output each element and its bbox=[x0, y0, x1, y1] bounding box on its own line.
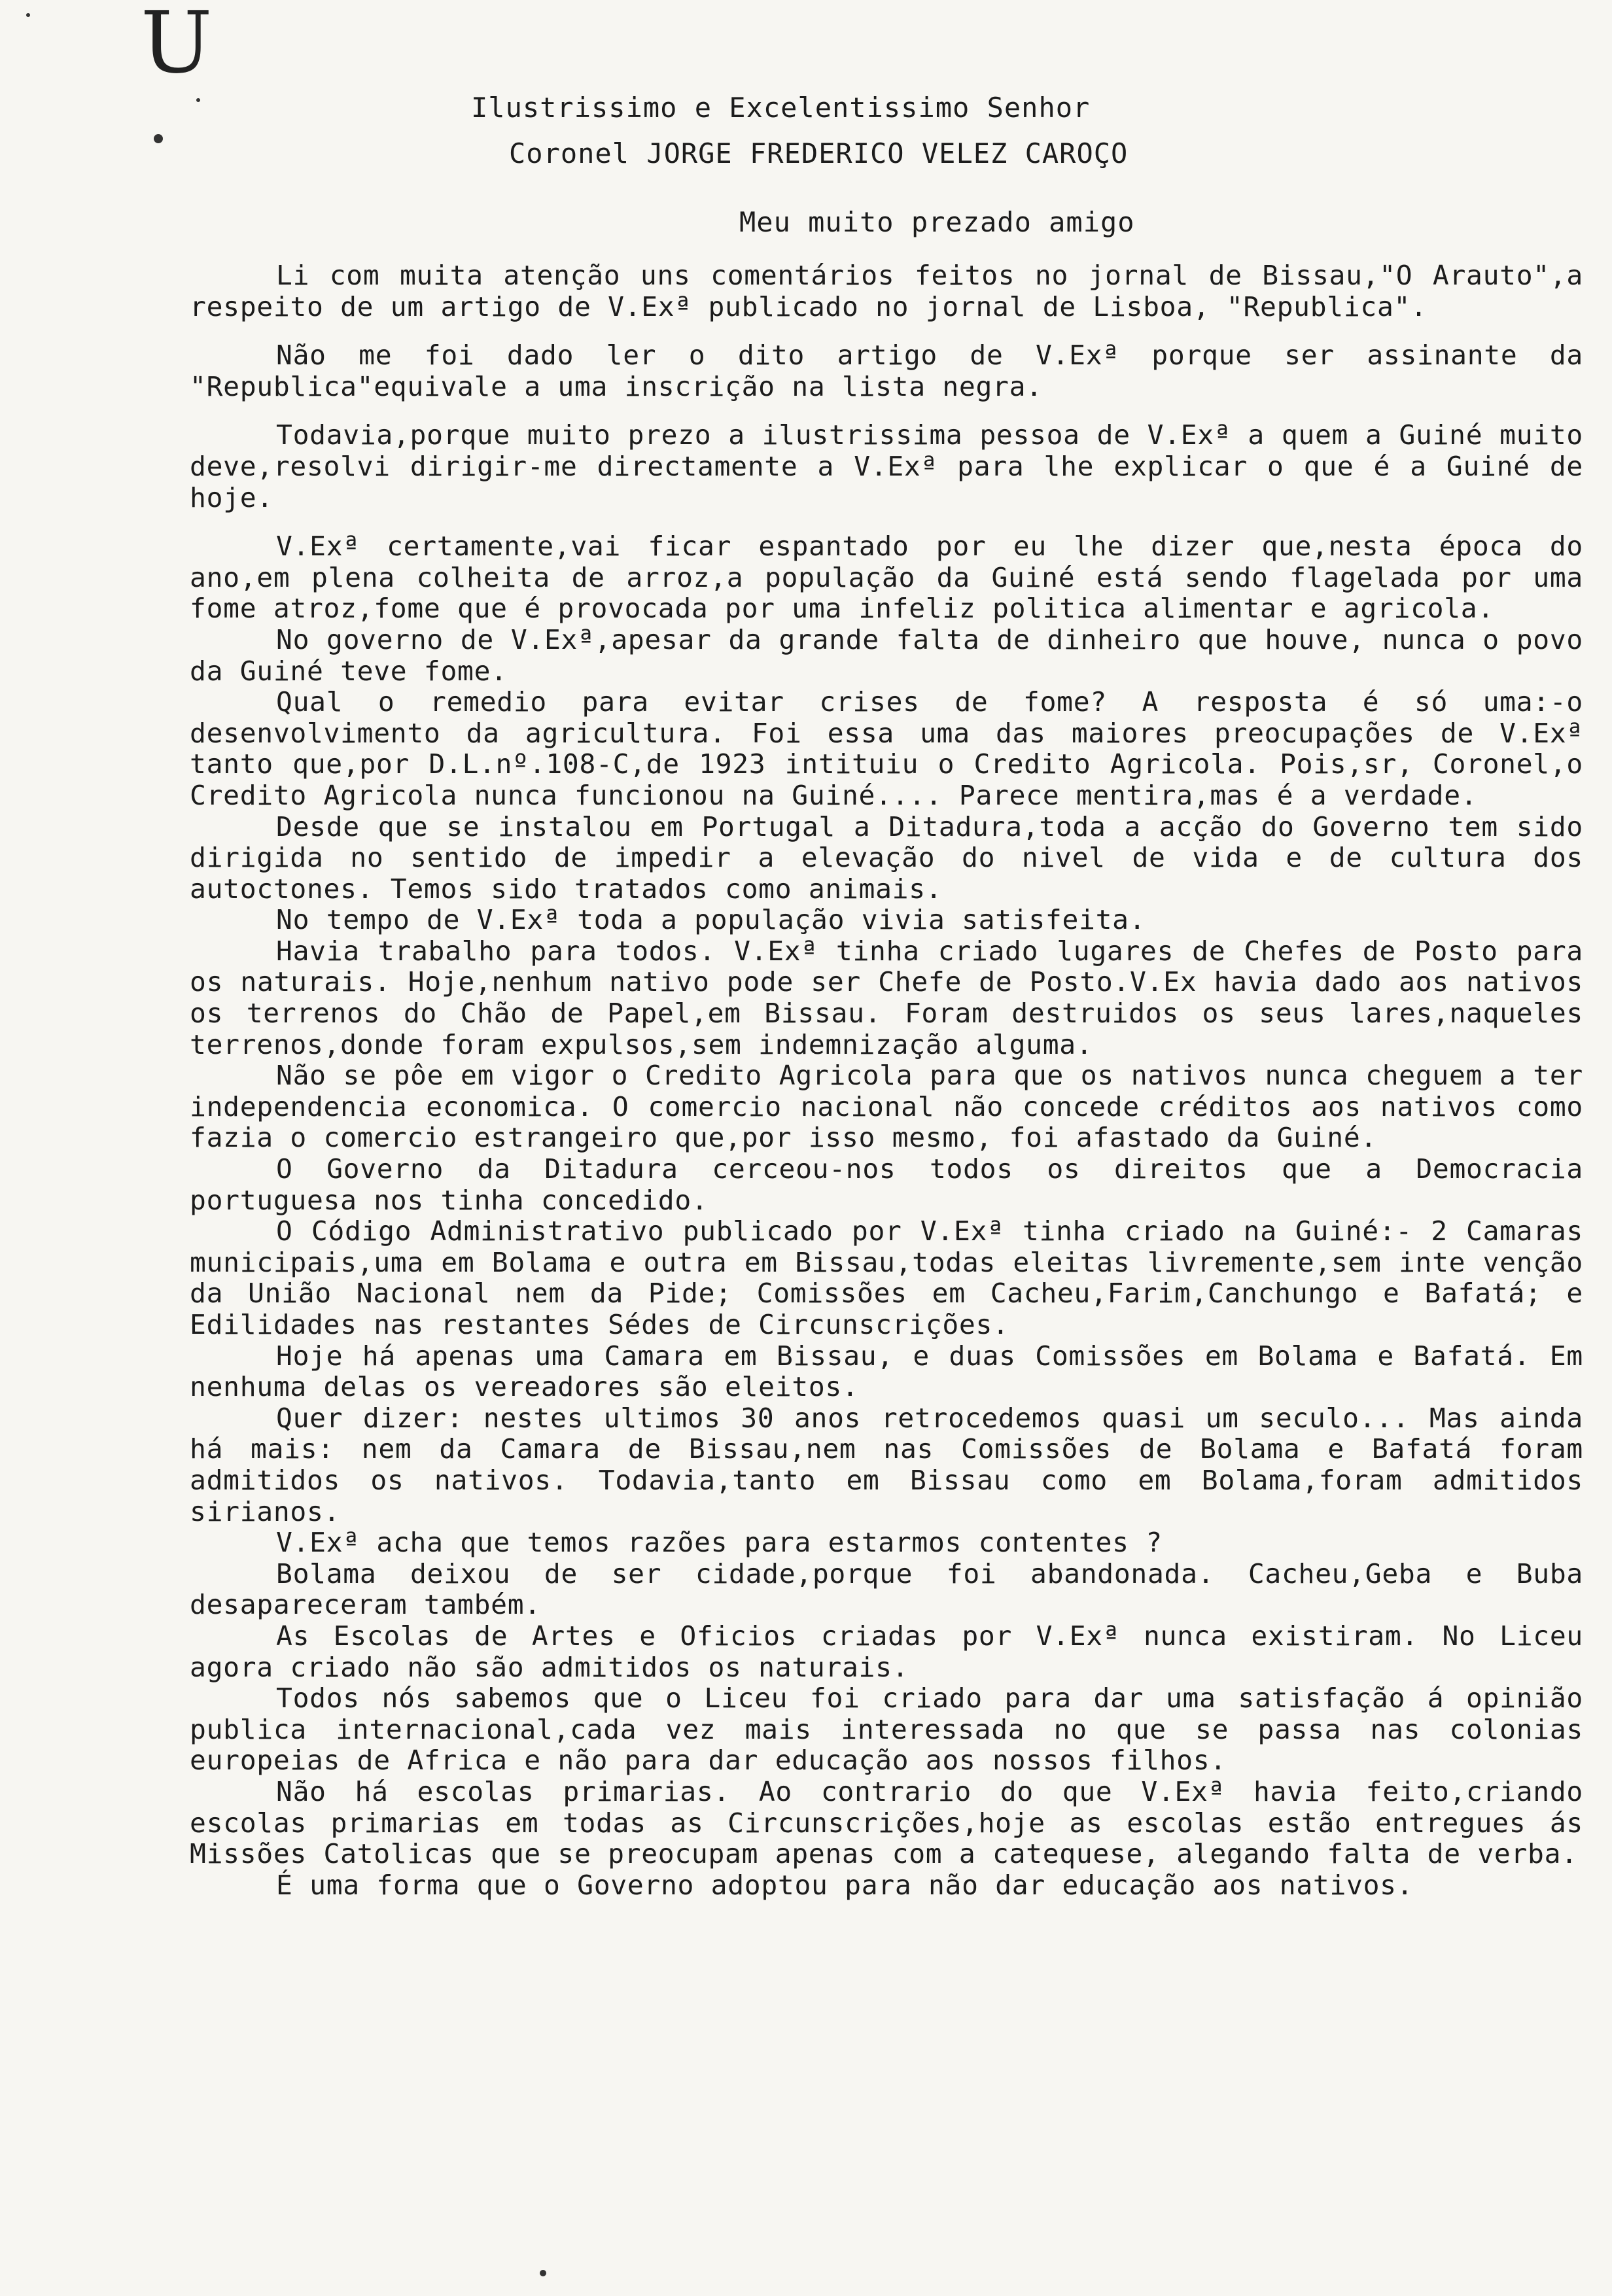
paragraph: Li com muita atenção uns comentários feitos no jornal de Bissau,"O Arauto",a respeito de um artigo de V.Exª publicado no jornal de Lisboa, "Republica". bbox=[190, 260, 1583, 322]
paragraph: No governo de V.Exª,apesar da grande falta de dinheiro que houve, nunca o povo da Guiné teve fome. bbox=[190, 623, 1583, 687]
paragraph: Bolama deixou de ser cidade,porque foi abandonada. Cacheu,Geba e Buba desapareceram também. bbox=[190, 1557, 1583, 1621]
letter-body bbox=[190, 260, 1583, 1901]
ink-speck bbox=[26, 13, 30, 17]
paragraph: Não me foi dado ler o dito artigo de V.Exª porque ser assinante da "Republica"equivale a uma inscrição na lista negra. bbox=[190, 339, 1583, 402]
paragraph: Desde que se instalou em Portugal a Ditadura,toda a acção do Governo tem sido dirigida no sentido de impedir a elevação do nivel de vida e de cultura dos autoctones. Temos sido tratados como animais. bbox=[190, 810, 1583, 905]
paragraph: O Código Administrativo publicado por V.Exª tinha criado na Guiné:- 2 Camaras municipais,uma em Bolama e outra em Bissau,todas eleitas livremente,sem inte venção da União Nacional nem da Pide; Comissões em Cacheu,Farim,Canchungo e Bafatá; e Edilidades nas restantes Sédes de Circunscrições. bbox=[190, 1215, 1583, 1340]
paragraph: No tempo de V.Exª toda a população vivia satisfeita. bbox=[276, 904, 1146, 936]
greeting: Meu muito prezado amigo bbox=[739, 206, 1135, 238]
ink-speck bbox=[154, 134, 163, 143]
corner-handwritten-mark: U bbox=[141, 0, 213, 92]
paragraph: É uma forma que o Governo adoptou para não dar educação aos nativos. bbox=[276, 1869, 1414, 1901]
paragraph: Não se pôe em vigor o Credito Agricola para que os nativos nunca cheguem a ter independencia economica. O comercio nacional não concede créditos aos nativos como fazia o comercio estrangeiro que,por isso mesmo, foi afastado da Guiné. bbox=[190, 1060, 1583, 1154]
paragraph: Quer dizer: nestes ultimos 30 anos retrocedemos quasi um seculo... Mas ainda há mais: nem da Camara de Bissau,nem nas Comissões de Bolama e Bafatá foram admitidos os nativos. Todavia,tanto em Bissau como em Bolama,foram admitidos sirianos. bbox=[190, 1402, 1583, 1527]
paragraph: Hoje há apenas uma Camara em Bissau, e duas Comissões em Bolama e Bafatá. Em nenhuma delas os vereadores são eleitos. bbox=[190, 1340, 1583, 1403]
paragraph: Não há escolas primarias. Ao contrario do que V.Exª havia feito,criando escolas primarias em todas as Circunscrições,hoje as escolas estão entregues ás Missões Catolicas que se preocupam apenas com a catequese, alegando falta de verba. bbox=[190, 1775, 1583, 1870]
paragraph: O Governo da Ditadura cerceou-nos todos os direitos que a Democracia portuguesa nos tinha concedido. bbox=[190, 1153, 1583, 1216]
paragraph: Havia trabalho para todos. V.Exª tinha criado lugares de Chefes de Posto para os naturais. Hoje,nenhum nativo pode ser Chefe de Posto.V.Ex havia dado aos nativos os terrenos do Chão de Papel,em Bissau. Foram destruidos os seus lares,naqueles terrenos,donde foram expulsos,sem indemnização alguma. bbox=[190, 935, 1583, 1060]
ink-speck bbox=[196, 98, 200, 102]
ink-speck bbox=[540, 2270, 546, 2276]
paragraph: As Escolas de Artes e Oficios criadas por V.Exª nunca existiram. No Liceu agora criado não são admitidos os naturais. bbox=[190, 1620, 1583, 1683]
paragraph: V.Exª acha que temos razões para estarmos contentes ? bbox=[276, 1527, 1163, 1559]
salutation-line-2: Coronel JORGE FREDERICO VELEZ CAROÇO bbox=[509, 137, 1129, 169]
paragraph: Todos nós sabemos que o Liceu foi criado para dar uma satisfação á opinião publica internacional,cada vez mais interessada no que se passa nas colonias europeias de Africa e não para dar educação aos nossos filhos. bbox=[190, 1682, 1583, 1777]
paragraph: Qual o remedio para evitar crises de fome? A resposta é só uma:-o desenvolvimento da agricultura. Foi essa uma das maiores preocupações de V.Exª tanto que,por D.L.nº.108-C,de 1923 intituiu o Credito Agricola. Pois,sr, Coronel,o Credito Agricola nunca funcionou na Guiné.... Parece mentira,mas é a verdade. bbox=[190, 686, 1583, 811]
salutation-line-1: Ilustrissimo e Excelentissimo Senhor bbox=[471, 92, 1091, 124]
paragraph: Todavia,porque muito prezo a ilustrissima pessoa de V.Exª a quem a Guiné muito deve,resolvi dirigir-me directamente a V.Exª para lhe explicar o que é a Guiné de hoje. bbox=[190, 419, 1583, 513]
paragraph: V.Exª certamente,vai ficar espantado por eu lhe dizer que,nesta época do ano,em plena colheita de arroz,a população da Guiné está sendo flagelada por uma fome atroz,fome que é provocada por uma infeliz politica alimentar e agricola. bbox=[190, 531, 1583, 625]
